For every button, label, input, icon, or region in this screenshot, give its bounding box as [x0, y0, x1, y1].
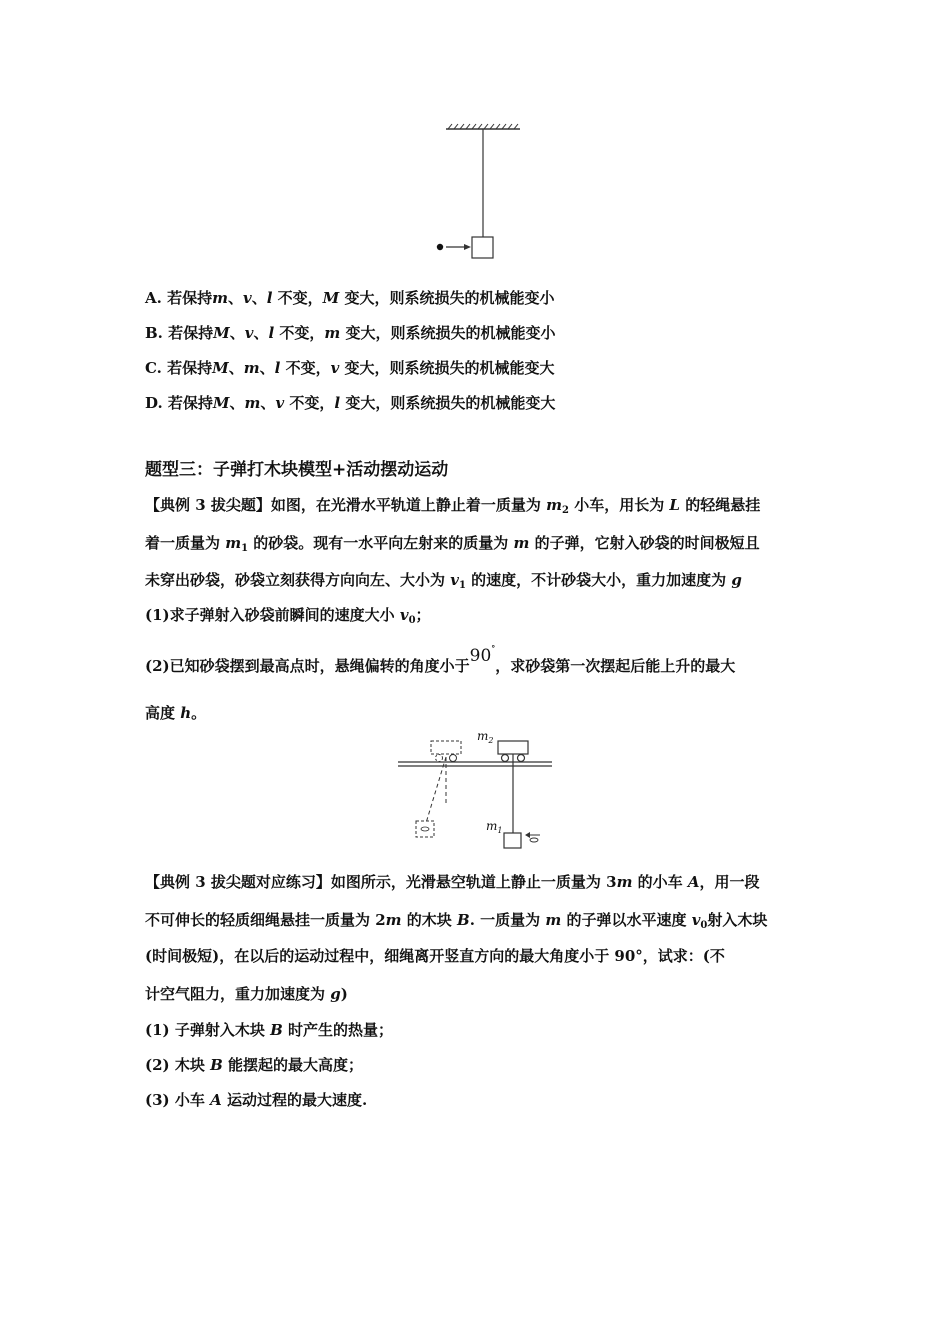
cart-dashed	[431, 741, 461, 754]
practice-line-1: 【典例 3 拔尖题对应练习】如图所示，光滑悬空轨道上静止一质量为 3m 的小车 A，用一段	[145, 873, 760, 891]
example-line-3: 未穿出砂袋，砂袋立刻获得方向向左、大小为 $v_1$ 的速度，不计砂袋大小，重力加速度为 g	[145, 571, 742, 591]
practice-line-4: 计空气阻力，重力加速度为 g)	[145, 985, 348, 1003]
example-question-1: (1)求子弹射入砂袋前瞬间的速度大小 $v_0$；	[145, 606, 431, 626]
practice-question-3: (3) 小车 A 运动过程的最大速度.	[145, 1091, 368, 1109]
option-b: B. 若保持M、v、l 不变，m 变大，则系统损失的机械能变小	[145, 324, 556, 342]
example-question-2: (2)已知砂袋摆到最高点时，悬绳偏转的角度小于90°，求砂袋第一次摆起后能上升的最大	[145, 643, 736, 675]
cart-dashed-wheel-right	[450, 755, 457, 762]
label-m2: $m_2$	[477, 729, 494, 745]
arrow-head	[464, 244, 471, 250]
cart-dashed-wheel-left	[436, 755, 443, 762]
example-line-2: 着一质量为 $m_1$ 的砂袋。现有一水平向左射来的质量为 m 的子弹，它射入砂袋的时间极短且	[145, 534, 760, 554]
practice-question-2: (2) 木块 B 能摆起的最大高度；	[145, 1056, 363, 1074]
bullet-in-bag-dashed	[421, 827, 429, 831]
cart	[498, 741, 528, 754]
option-a: A. 若保持m、v、l 不变，M 变大，则系统损失的机械能变小	[145, 289, 555, 307]
bullet-dot	[437, 244, 443, 250]
section-title: 题型三：子弹打木块模型+活动摆动运动	[145, 460, 449, 480]
string-dashed	[426, 757, 446, 823]
practice-line-2: 不可伸长的轻质细绳悬挂一质量为 2m 的木块 B. 一质量为 m 的子弹以水平速度 $v_0$射入木块	[145, 911, 768, 931]
pendulum-block	[472, 237, 493, 258]
example-line-1: 【典例 3 拔尖题】如图，在光滑水平轨道上静止着一质量为 $m_2$ 小车，用长为 L 的轻绳悬挂	[145, 496, 761, 516]
label-m1: $m_1$	[486, 819, 503, 835]
sandbag	[504, 833, 521, 848]
pendulum-figure	[430, 120, 530, 265]
ceiling-hatch	[446, 124, 520, 129]
practice-line-3: (时间极短)，在以后的运动过程中，细绳离开竖直方向的最大角度小于 90°，试求：(不	[145, 947, 725, 965]
cart-wheel-right	[518, 755, 525, 762]
cart-sandbag-figure	[395, 727, 555, 852]
bullet-arrow-head	[525, 832, 530, 838]
cart-wheel-left	[502, 755, 509, 762]
cart-sandbag-svg	[395, 727, 555, 852]
example-question-2-cont: 高度 h。	[145, 704, 207, 722]
sandbag-dashed	[416, 821, 434, 837]
option-c: C. 若保持M、m、l 不变，v 变大，则系统损失的机械能变大	[145, 359, 555, 377]
bullet	[530, 838, 538, 842]
practice-question-1: (1) 子弹射入木块 B 时产生的热量；	[145, 1021, 393, 1039]
option-d: D. 若保持M、m、v 不变，l 变大，则系统损失的机械能变大	[145, 394, 556, 412]
